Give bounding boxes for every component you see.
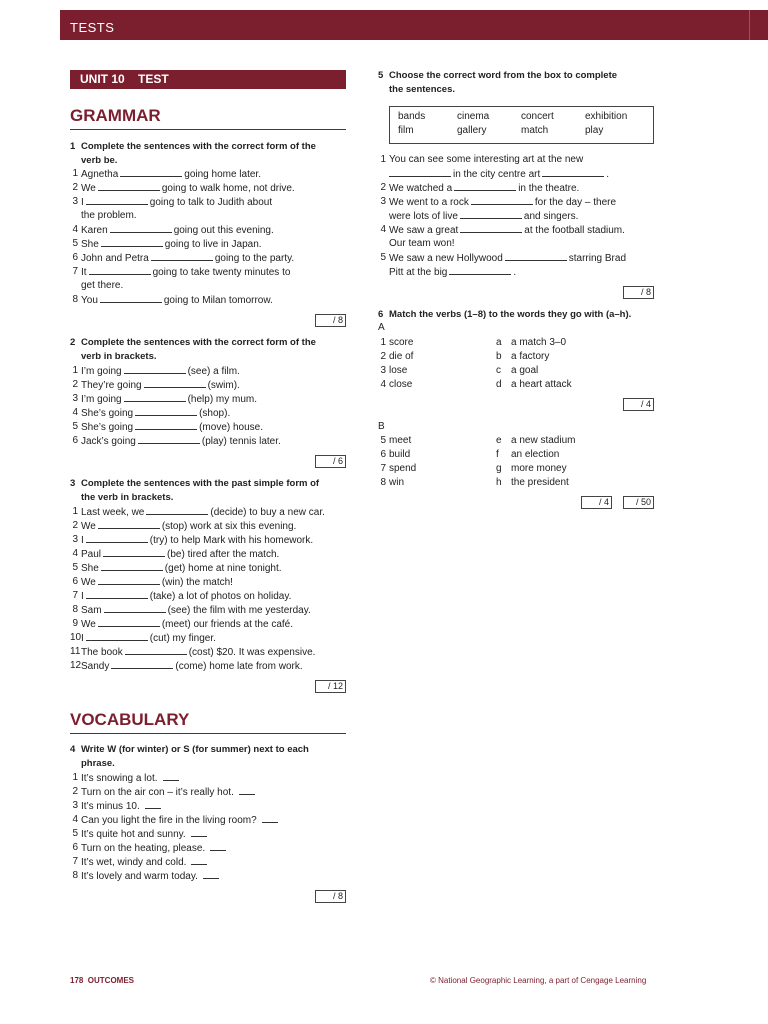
item-number: 2	[72, 786, 78, 797]
item-number: 1	[72, 506, 78, 517]
item-number: 3	[72, 534, 78, 545]
ex2-number: 2	[70, 337, 76, 348]
answer-blank[interactable]	[103, 547, 165, 557]
item-text: It’s minus 10.	[81, 801, 140, 812]
ex6-match-row	[378, 378, 668, 392]
item-text: I	[81, 633, 84, 644]
box-word: match	[521, 125, 549, 136]
item-text: (shop).	[199, 408, 231, 419]
item-text-group	[81, 561, 282, 576]
item-text: going to talk to Judith about	[149, 197, 273, 208]
answer-blank[interactable]	[449, 265, 511, 275]
item-text: (try) to help Mark with his homework.	[149, 535, 314, 546]
item-text: at the football stadium.	[524, 225, 625, 236]
match-letter: e	[496, 435, 502, 446]
item-text-group	[81, 519, 296, 534]
match-phrase: more money	[511, 463, 567, 474]
page-header-bar	[60, 10, 768, 40]
item-text-group	[81, 279, 123, 293]
ex6-match-row	[378, 336, 668, 350]
item-number: 2	[72, 182, 78, 193]
item-text-group	[81, 589, 291, 604]
item-text: Sam	[81, 605, 102, 616]
item-text: (meet) our friends at the café.	[161, 619, 293, 630]
item-text: We	[81, 577, 96, 588]
item-number: 7	[72, 856, 78, 867]
item-text: (see) a film.	[187, 366, 240, 377]
item-number: 4	[72, 407, 78, 418]
item-text: (get) home at nine tonight.	[164, 563, 282, 574]
ex5-instruction-line1: Choose the correct word from the box to complete	[389, 70, 618, 81]
answer-blank[interactable]	[191, 827, 207, 837]
ex6-match-row	[378, 364, 668, 378]
item-text: You can see some interesting art at the new	[389, 154, 584, 165]
item-number: 5	[72, 562, 78, 573]
item-number: 10	[70, 632, 82, 643]
item-text: get there.	[81, 280, 124, 291]
item-text: She’s going	[81, 408, 134, 419]
item-number: 1	[72, 168, 78, 179]
match-phrase: a factory	[511, 351, 550, 362]
item-number: 1	[380, 337, 386, 348]
box-word: film	[398, 125, 414, 136]
answer-blank[interactable]	[505, 251, 567, 261]
item-text-group	[81, 420, 263, 435]
ex6-match-row	[378, 448, 668, 462]
item-text-group	[81, 575, 233, 590]
item-number: 6	[72, 252, 78, 263]
item-text-group	[81, 855, 209, 870]
item-text: It	[81, 267, 87, 278]
item-text: She’s going	[81, 422, 134, 433]
answer-blank[interactable]	[191, 855, 207, 865]
answer-blank[interactable]	[145, 799, 161, 809]
item-text: (help) my mum.	[187, 394, 258, 405]
item-text-group	[81, 841, 228, 856]
answer-blank[interactable]	[98, 181, 160, 191]
item-text: Can you light the fire in the living room?	[81, 815, 257, 826]
answer-blank[interactable]	[135, 420, 197, 430]
item-number: 3	[72, 196, 78, 207]
item-number: 4	[72, 224, 78, 235]
item-number: 3	[72, 393, 78, 404]
item-text-group	[81, 434, 281, 449]
item-text: We	[81, 521, 96, 532]
item-text: She	[81, 563, 99, 574]
box-word: concert	[521, 111, 554, 122]
verb: spend	[389, 463, 417, 474]
group-label: B	[378, 421, 385, 432]
answer-blank[interactable]	[460, 209, 522, 219]
item-number: 11	[70, 646, 81, 657]
ex2-instruction-line1: Complete the sentences with the correct form of the	[81, 337, 316, 348]
ex3-number: 3	[70, 478, 76, 489]
item-text: going out this evening.	[173, 225, 274, 236]
item-text: Paul	[81, 549, 102, 560]
answer-blank[interactable]	[262, 813, 278, 823]
item-text-group	[81, 209, 137, 223]
item-text-group	[81, 659, 303, 674]
item-text: We saw a new Hollywood	[389, 253, 503, 264]
item-number: 8	[72, 870, 78, 881]
item-number: 5	[72, 828, 78, 839]
item-text: The book	[81, 647, 123, 658]
answer-blank[interactable]	[98, 617, 160, 627]
item-text-group	[81, 771, 181, 786]
item-text: (be) tired after the match.	[167, 549, 280, 560]
item-number: 3	[380, 365, 386, 376]
word-box	[389, 106, 654, 144]
item-text-group	[81, 869, 221, 884]
item-number: 5	[380, 435, 386, 446]
ex6-match-row	[378, 476, 668, 490]
ex1-instruction-line1: Complete the sentences with the correct form of the	[81, 141, 316, 152]
item-number: 2	[380, 351, 386, 362]
item-text-group	[81, 406, 230, 421]
item-text: It’s snowing a lot.	[81, 773, 158, 784]
item-text: I	[81, 591, 84, 602]
answer-blank[interactable]	[104, 603, 166, 613]
item-number: 3	[380, 196, 386, 207]
item-number: 8	[380, 477, 386, 488]
answer-blank[interactable]	[86, 195, 148, 205]
ex6-match-row	[378, 350, 668, 364]
item-number: 5	[72, 238, 78, 249]
item-number: 2	[72, 520, 78, 531]
ex5-instruction	[378, 69, 668, 97]
item-text-group	[81, 785, 257, 800]
match-phrase: a heart attack	[511, 379, 572, 390]
item-text: You	[81, 295, 98, 306]
ex2-instruction	[70, 336, 346, 364]
ex5-number: 5	[378, 70, 384, 81]
answer-blank[interactable]	[86, 631, 148, 641]
item-number: 1	[72, 365, 78, 376]
item-text: (win) the match!	[161, 577, 233, 588]
item-text-group	[81, 645, 315, 660]
answer-blank[interactable]	[98, 519, 160, 529]
item-text: (stop) work at six this evening.	[161, 521, 297, 532]
verb: close	[389, 379, 413, 390]
ex1-instruction-line2: verb be.	[81, 155, 118, 166]
answer-blank[interactable]	[146, 505, 208, 515]
match-letter: f	[496, 449, 499, 460]
verb: score	[389, 337, 414, 348]
item-number: 6	[72, 435, 78, 446]
item-text: going to Milan tomorrow.	[163, 295, 273, 306]
item-text-group	[81, 799, 163, 814]
item-text: (decide) to buy a new car.	[210, 507, 325, 518]
ex6-instruction	[378, 308, 668, 322]
answer-blank[interactable]	[144, 378, 206, 388]
match-letter: c	[496, 365, 501, 376]
item-text: Turn on the air con – it’s really hot.	[81, 787, 234, 798]
box-word: play	[585, 125, 604, 136]
ex6-number: 6	[378, 309, 384, 320]
box-word: gallery	[457, 125, 487, 136]
item-text: going to walk home, not drive.	[161, 183, 295, 194]
verb: meet	[389, 435, 412, 446]
item-text: We	[81, 619, 96, 630]
item-text-group	[81, 392, 257, 407]
item-text: (see) the film with me yesterday.	[167, 605, 311, 616]
answer-blank[interactable]	[138, 434, 200, 444]
item-number: 7	[72, 590, 78, 601]
ex6-match-row	[378, 434, 668, 448]
verb: build	[389, 449, 411, 460]
item-text: It’s lovely and warm today.	[81, 871, 198, 882]
ex2-instruction-line2: verb in brackets.	[81, 351, 157, 362]
item-text: Turn on the heating, please.	[81, 843, 206, 854]
item-text: Agnetha	[81, 169, 119, 180]
item-text-group	[81, 827, 209, 842]
item-text: We went to a rock	[389, 197, 469, 208]
item-number: 6	[72, 842, 78, 853]
unit-label-bar	[70, 70, 346, 89]
header-divider	[749, 10, 750, 40]
item-text-group	[81, 631, 216, 646]
match-phrase: a match 3–0	[511, 337, 567, 348]
answer-blank[interactable]	[86, 533, 148, 543]
answer-blank[interactable]	[203, 869, 219, 879]
vocabulary-heading: VOCABULARY	[70, 710, 346, 734]
footer-copyright: © National Geographic Learning, a part of Cengage Learning	[430, 976, 647, 985]
item-number: 2	[72, 379, 78, 390]
item-text: the problem.	[81, 210, 137, 221]
answer-blank[interactable]	[163, 771, 179, 781]
item-text: I	[81, 197, 84, 208]
answer-blank[interactable]	[120, 167, 182, 177]
item-text: Sandy	[81, 661, 110, 672]
ex4-number: 4	[70, 744, 76, 755]
answer-blank[interactable]	[124, 392, 186, 402]
match-letter: a	[496, 337, 502, 348]
ex6-match-row	[378, 462, 668, 476]
match-phrase: the president	[511, 477, 569, 488]
ex3-instruction-line1: Complete the sentences with the past simple form of	[81, 478, 320, 489]
item-number: 7	[72, 266, 78, 277]
total-score-box: / 50	[623, 496, 654, 509]
item-number: 5	[72, 421, 78, 432]
item-text: starring Brad	[568, 253, 627, 264]
group-label: A	[378, 322, 385, 333]
item-text-group	[81, 533, 313, 548]
item-number: 6	[380, 449, 386, 460]
item-text: (play) tennis later.	[201, 436, 281, 447]
item-number: 5	[380, 252, 386, 263]
item-text-group	[81, 251, 294, 266]
match-letter: b	[496, 351, 502, 362]
item-text: We watched a	[389, 183, 453, 194]
ex4-instruction-line1: Write W (for winter) or S (for summer) next to each	[81, 744, 309, 755]
answer-blank[interactable]	[86, 589, 148, 599]
ex4-score-box: / 8	[315, 890, 346, 903]
footer-page-label: 178 OUTCOMES	[70, 976, 135, 985]
item-text: (come) home late from work.	[175, 661, 303, 672]
item-text: It’s wet, windy and cold.	[81, 857, 187, 868]
item-text-group	[81, 181, 295, 196]
ex5-instruction-line2: the sentences.	[389, 84, 455, 95]
item-text: in the city centre art	[453, 169, 541, 180]
item-number: 1	[72, 772, 78, 783]
box-word: exhibition	[585, 111, 628, 122]
item-text-group	[81, 265, 290, 280]
answer-blank[interactable]	[89, 265, 151, 275]
item-text: (cost) $20. It was expensive.	[188, 647, 316, 658]
answer-blank[interactable]	[98, 575, 160, 585]
item-text: I’m going	[81, 394, 122, 405]
item-text-group	[81, 237, 262, 252]
item-number: 4	[380, 379, 386, 390]
item-text: Pitt at the big	[389, 267, 448, 278]
answer-blank[interactable]	[389, 167, 451, 177]
item-number: 4	[380, 224, 386, 235]
box-word: bands	[398, 111, 426, 122]
item-number: 8	[72, 604, 78, 615]
item-text: They’re going	[81, 380, 142, 391]
item-text: She	[81, 239, 99, 250]
item-text: (take) a lot of photos on holiday.	[149, 591, 292, 602]
answer-blank[interactable]	[135, 406, 197, 416]
ex5-score-box: / 8	[623, 286, 654, 299]
item-text-group	[81, 547, 279, 562]
grammar-heading: GRAMMAR	[70, 106, 346, 130]
match-phrase: a goal	[511, 365, 539, 376]
item-text: Jack’s going	[81, 436, 136, 447]
answer-blank[interactable]	[101, 237, 163, 247]
item-text: John and Petra	[81, 253, 149, 264]
item-text-group	[81, 293, 273, 308]
answer-blank[interactable]	[210, 841, 226, 851]
item-text: (move) house.	[199, 422, 264, 433]
item-text: in the theatre.	[518, 183, 580, 194]
item-text: going to take twenty minutes to	[152, 267, 291, 278]
ex3-instruction-line2: the verb in brackets.	[81, 492, 174, 503]
page-header-title: TESTS	[70, 20, 115, 35]
item-number: 1	[380, 154, 386, 165]
answer-blank[interactable]	[110, 223, 172, 233]
item-text-group	[81, 813, 280, 828]
item-text: for the day – there	[534, 197, 617, 208]
match-letter: h	[496, 477, 502, 488]
ex1-number: 1	[70, 141, 76, 152]
item-number: 8	[72, 294, 78, 305]
match-letter: g	[496, 463, 502, 474]
match-letter: d	[496, 379, 502, 390]
item-text: It’s quite hot and sunny.	[81, 829, 186, 840]
item-text: I	[81, 535, 84, 546]
ex4-instruction-line2: phrase.	[81, 758, 115, 769]
item-text-group	[81, 505, 325, 520]
item-text-group	[81, 223, 274, 238]
item-text: Karen	[81, 225, 108, 236]
item-text: Last week, we	[81, 507, 145, 518]
item-number: 4	[72, 548, 78, 559]
item-text-group	[81, 195, 272, 210]
item-text: were lots of live	[389, 211, 458, 222]
item-number: 2	[380, 182, 386, 193]
answer-blank[interactable]	[101, 561, 163, 571]
answer-blank[interactable]	[111, 659, 173, 669]
verb: win	[389, 477, 405, 488]
match-phrase: a new stadium	[511, 435, 576, 446]
ex3-instruction	[70, 477, 346, 505]
answer-blank[interactable]	[239, 785, 255, 795]
item-text: .	[513, 267, 517, 278]
item-number: 7	[380, 463, 386, 474]
ex3-score-box: / 12	[315, 680, 346, 693]
answer-blank[interactable]	[125, 645, 187, 655]
verb: die of	[389, 351, 414, 362]
item-text: (cut) my finger.	[149, 633, 216, 644]
item-text-group	[81, 167, 261, 182]
match-phrase: an election	[511, 449, 560, 460]
item-text: and singers.	[523, 211, 579, 222]
item-text-group	[81, 378, 240, 393]
item-text: (swim).	[207, 380, 240, 391]
item-number: 9	[72, 618, 78, 629]
unit-label: UNIT 10 TEST	[80, 72, 169, 86]
answer-blank[interactable]	[100, 293, 162, 303]
ex2-score-box: / 6	[315, 455, 346, 468]
item-text: .	[606, 169, 610, 180]
item-text: Our team won!	[389, 238, 455, 249]
ex4-instruction	[70, 743, 346, 771]
item-text: going to the party.	[214, 253, 295, 264]
answer-blank[interactable]	[454, 181, 516, 191]
item-number: 4	[72, 814, 78, 825]
ex6-score-a-box: / 4	[623, 398, 654, 411]
answer-blank[interactable]	[471, 195, 533, 205]
item-text: We	[81, 183, 96, 194]
item-number: 3	[72, 800, 78, 811]
answer-blank[interactable]	[124, 364, 186, 374]
ex6-score-b-box: / 4	[581, 496, 612, 509]
item-text-group	[81, 603, 311, 618]
item-text-group	[81, 617, 293, 632]
answer-blank[interactable]	[151, 251, 213, 261]
answer-blank[interactable]	[460, 223, 522, 233]
item-number: 6	[72, 576, 78, 587]
box-word: cinema	[457, 111, 490, 122]
ex1-instruction	[70, 140, 346, 168]
verb: lose	[389, 365, 408, 376]
ex6-instruction-line1: Match the verbs (1–8) to the words they go with (a–h).	[389, 309, 632, 320]
item-text: going home later.	[184, 169, 261, 180]
answer-blank[interactable]	[542, 167, 604, 177]
item-number: 12	[70, 660, 82, 671]
item-text: We saw a great	[389, 225, 459, 236]
ex1-score-box: / 8	[315, 314, 346, 327]
item-text: I’m going	[81, 366, 122, 377]
item-text: going to live in Japan.	[164, 239, 262, 250]
item-text-group	[81, 364, 240, 379]
